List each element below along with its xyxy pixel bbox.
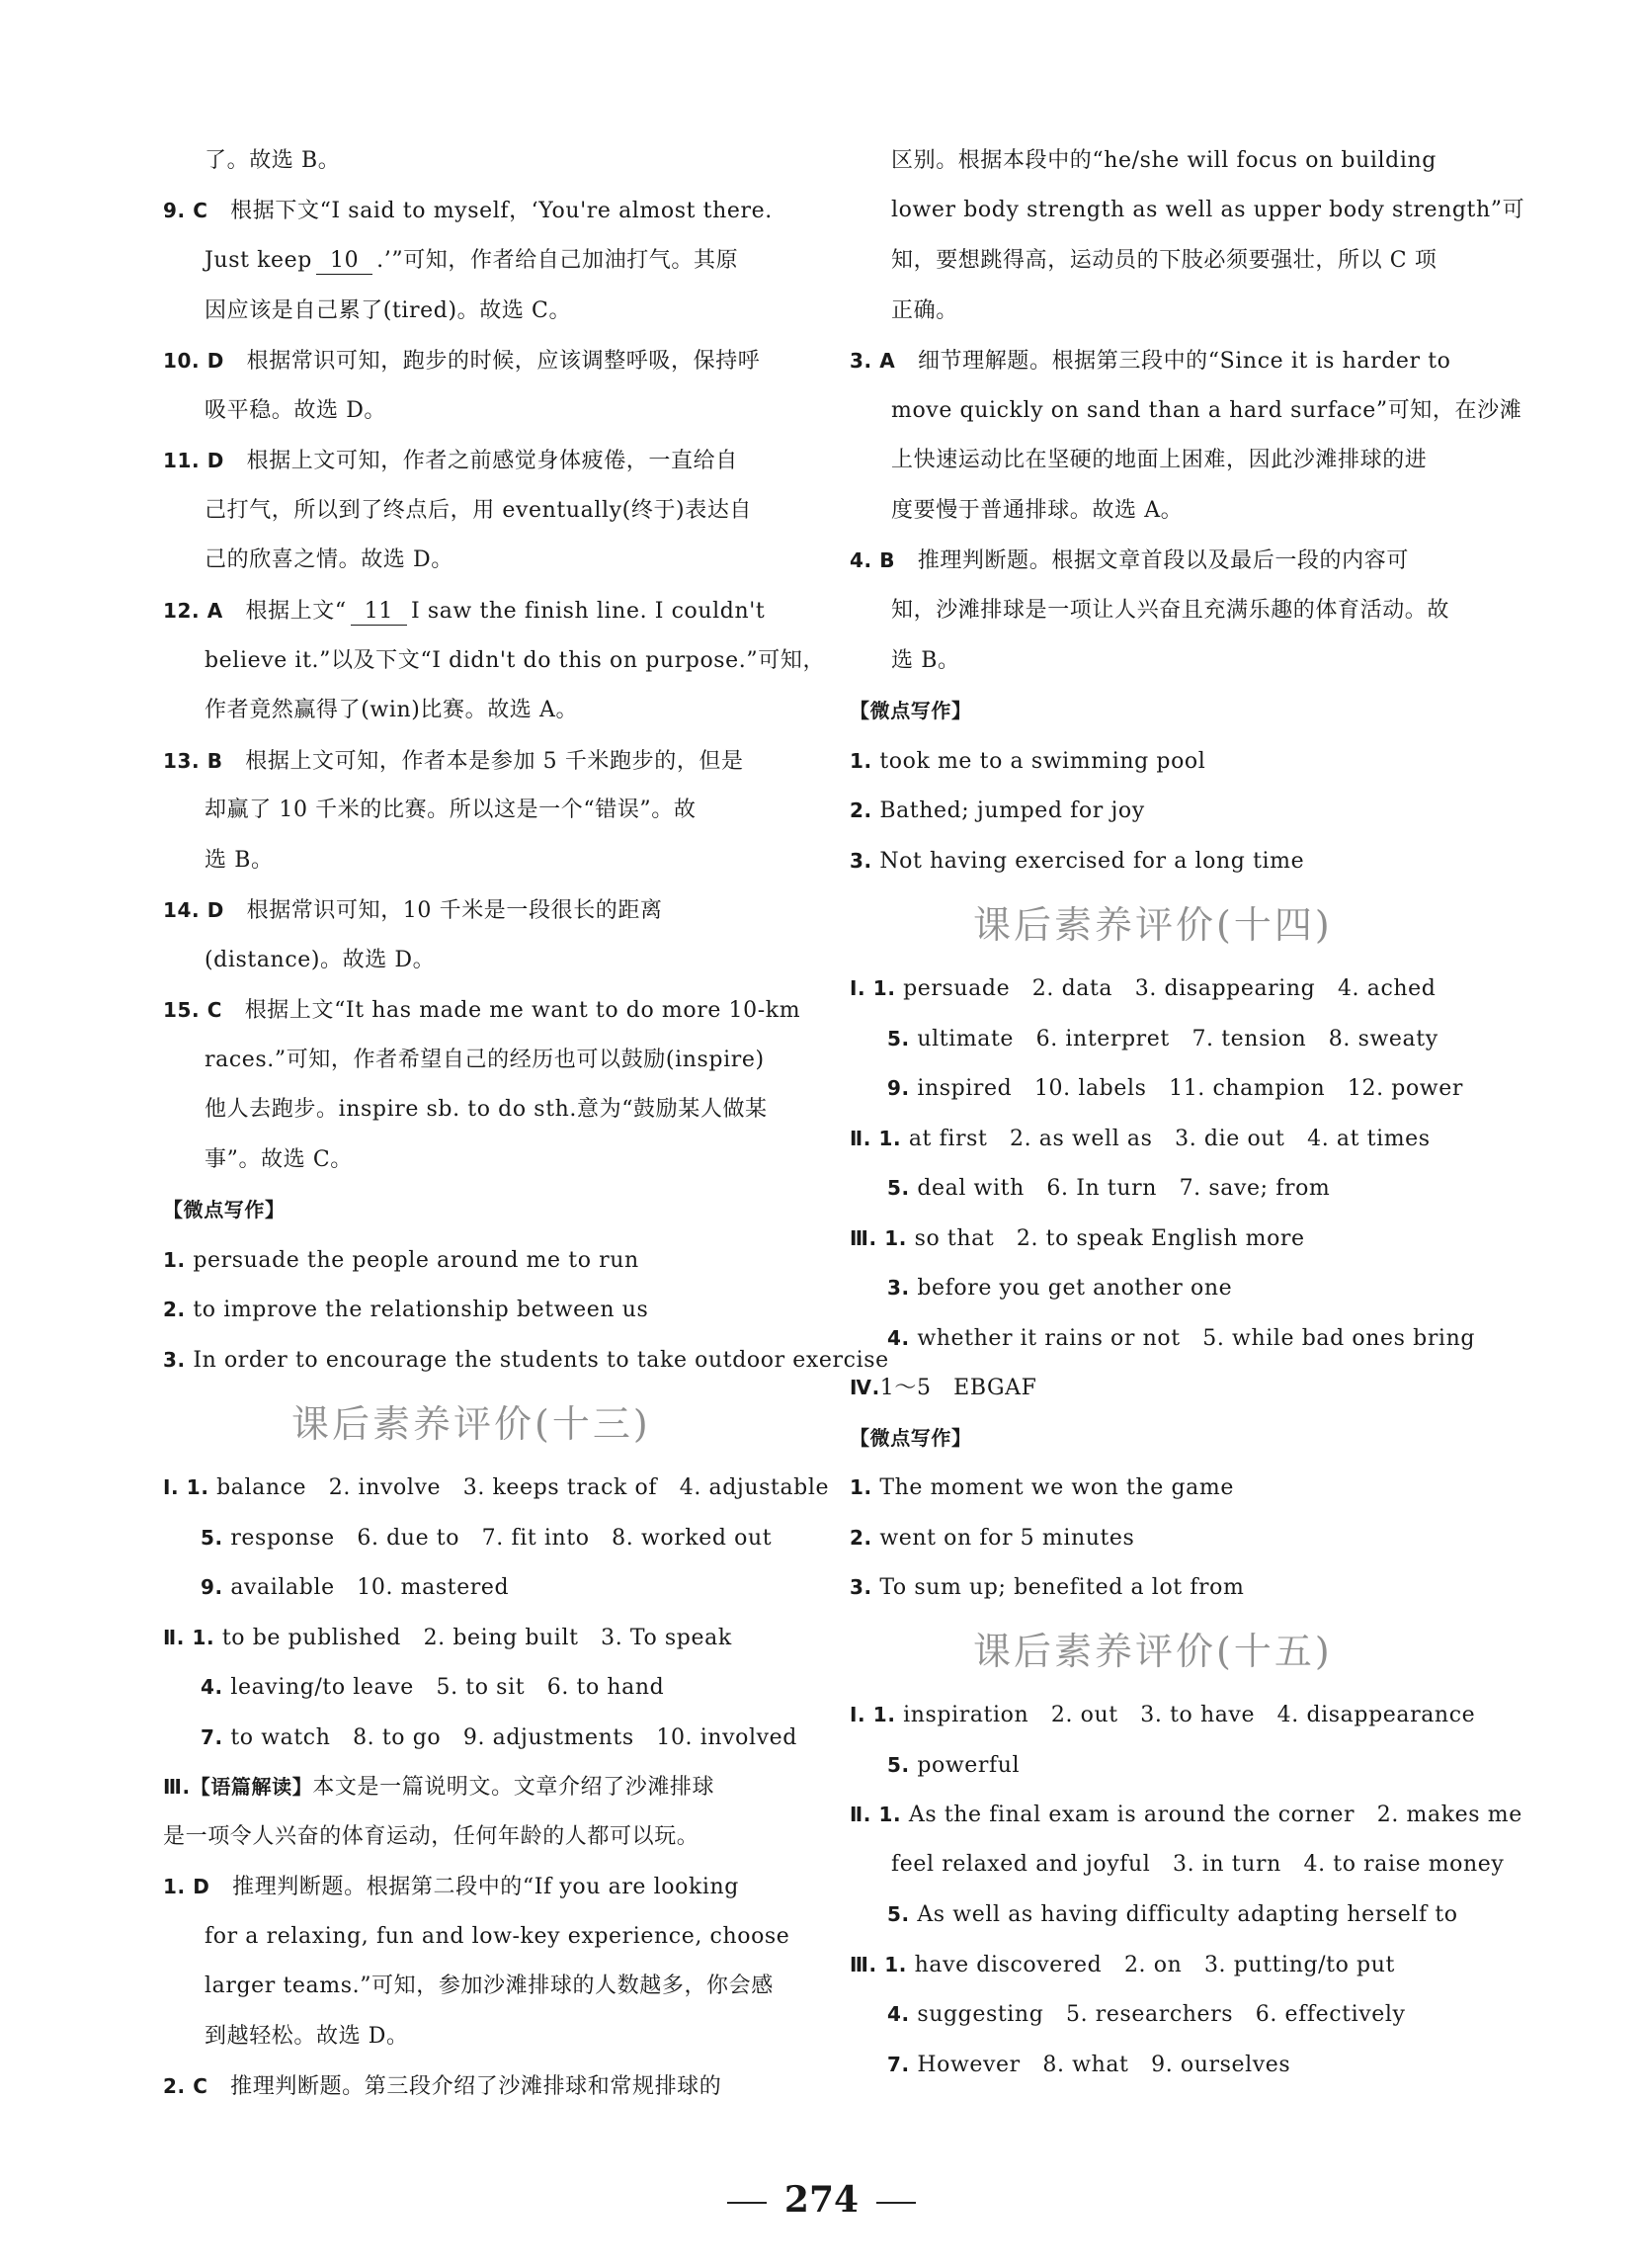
writing-1: 1. The moment we won the game: [850, 1475, 1234, 1500]
line: believe it.”以及下文“I didn't do this on purpose.”可知，: [205, 648, 826, 673]
line: 度要慢于普通排球。故选 A。: [891, 498, 1184, 523]
reading-4: 4. B 推理判断题。根据文章首段以及最后一段的内容可: [850, 548, 1409, 573]
part-3: Ⅲ. 1. have discovered 2. on 3. putting/to put: [850, 1953, 1395, 1977]
line: 己打气，所以到了终点后，用 eventually(终于)表达自: [205, 498, 753, 523]
section-label: 【微点写作】: [850, 699, 972, 722]
line: 区别。根据本段中的“he/she will focus on building: [891, 148, 1437, 173]
line: 选 B。: [205, 848, 274, 873]
line: 7. to watch 8. to go 9. adjustments 10. involved: [201, 1725, 797, 1750]
part-3: Ⅲ. 1. so that 2. to speak English more: [850, 1226, 1305, 1251]
writing-2: 2. went on for 5 minutes: [850, 1526, 1135, 1551]
line: 5. powerful: [887, 1753, 1021, 1778]
page-number: 274: [0, 2179, 1643, 2221]
line: 他人去跑步。inspire sb. to do sth.意为“鼓励某人做某: [205, 1097, 768, 1122]
line: 5. response 6. due to 7. fit into 8. worked out: [201, 1526, 773, 1551]
line: 吸平稳。故选 D。: [205, 398, 387, 423]
writing-2: 2. to improve the relationship between us: [163, 1298, 649, 1322]
answer-blank: 11: [351, 599, 407, 626]
answer-14: 14. D 根据常识可知，10 千米是一段很长的距离: [163, 898, 663, 923]
reading-1: 1. D 推理判断题。根据第二段中的“If you are looking: [163, 1875, 739, 1899]
section-label: 【微点写作】: [850, 1426, 972, 1450]
line: (distance)。故选 D。: [205, 948, 436, 972]
part-2: Ⅱ. 1. As the final exam is around the corner 2. makes me: [850, 1803, 1522, 1827]
part-2: Ⅱ. 1. to be published 2. being built 3. To speak: [163, 1626, 732, 1650]
answer-12: 12. A 根据上文“ 11 I saw the finish line. I couldn't: [163, 599, 766, 624]
line: 知，要想跳得高，运动员的下肢必须要强壮，所以 C 项: [891, 248, 1438, 273]
line: 3. before you get another one: [887, 1276, 1233, 1301]
line: for a relaxing, fun and low-key experience, choose: [205, 1924, 790, 1949]
part-1: Ⅰ. 1. persuade 2. data 3. disappearing 4. ached: [850, 976, 1437, 1001]
line: move quickly on sand than a hard surface”可知，在沙滩: [891, 398, 1522, 423]
writing-3: 3. In order to encourage the students to take outdoor exercise: [163, 1348, 889, 1373]
answer-15: 15. C 根据上文“It has made me want to do more 10-km: [163, 998, 801, 1023]
answer-9: 9. C 根据下文“I said to myself，‘You're almost there.: [163, 199, 773, 223]
line: 9. available 10. mastered: [201, 1575, 510, 1600]
reading-2: 2. C 推理判断题。第三段介绍了沙滩排球和常规排球的: [163, 2074, 722, 2099]
writing-1: 1. persuade the people around me to run: [163, 1248, 639, 1273]
line: 5. As well as having difficulty adapting herself to: [887, 1902, 1458, 1927]
line: races.”可知，作者希望自己的经历也可以鼓励(inspire): [205, 1048, 765, 1072]
line: 5. ultimate 6. interpret 7. tension 8. sweaty: [887, 1027, 1438, 1051]
writing-2: 2. Bathed; jumped for joy: [850, 798, 1145, 823]
answer-blank: 10: [316, 248, 372, 275]
line: 上快速运动比在坚硬的地面上困难，因此沙滩排球的进: [891, 448, 1428, 472]
line: larger teams.”可知，参加沙滩排球的人数越多，你会感: [205, 1974, 774, 1998]
line: 9. inspired 10. labels 11. champion 12. power: [887, 1076, 1463, 1101]
line: 到越轻松。故选 D。: [205, 2024, 409, 2049]
line: 己的欣喜之情。故选 D。: [205, 547, 453, 572]
line: 因应该是自己累了(tired)。故选 C。: [205, 298, 572, 323]
line: 选 B。: [891, 648, 960, 673]
writing-3: 3. To sum up; benefited a lot from: [850, 1575, 1245, 1600]
line: 正确。: [891, 298, 958, 323]
line: 7. However 8. what 9. ourselves: [887, 2053, 1291, 2077]
line: 是一项令人兴奋的体育运动，任何年龄的人都可以玩。: [163, 1824, 699, 1849]
line: 4. leaving/to leave 5. to sit 6. to hand: [201, 1675, 665, 1700]
line: 作者竟然赢得了(win)比赛。故选 A。: [205, 698, 579, 722]
line: 了。故选 B。: [205, 148, 341, 173]
section-heading: 课后素养评价(十三): [291, 1402, 651, 1446]
section-heading: 课后素养评价(十四): [973, 903, 1333, 947]
line: lower body strength as well as upper body strength”可: [891, 198, 1525, 222]
writing-3: 3. Not having exercised for a long time: [850, 849, 1305, 874]
line: 5. deal with 6. In turn 7. save; from: [887, 1176, 1331, 1201]
line: feel relaxed and joyful 3. in turn 4. to raise money: [891, 1852, 1505, 1877]
section-heading: 课后素养评价(十五): [973, 1630, 1333, 1673]
line: 事”。故选 C。: [205, 1147, 353, 1172]
part-2: Ⅱ. 1. at first 2. as well as 3. die out 4. at times: [850, 1127, 1431, 1151]
answer-13: 13. B 根据上文可知，作者本是参加 5 千米跑步的，但是: [163, 749, 744, 774]
line: 4. suggesting 5. researchers 6. effectively: [887, 2002, 1406, 2027]
part-1: Ⅰ. 1. inspiration 2. out 3. to have 4. disappearance: [850, 1703, 1476, 1727]
reading-3: 3. A 细节理解题。根据第三段中的“Since it is harder to: [850, 349, 1451, 374]
line: 4. whether it rains or not 5. while bad ones bring: [887, 1326, 1476, 1351]
line: Just keep 10 .’”可知，作者给自己加油打气。其原: [205, 248, 739, 273]
part-4: Ⅳ.1～5 EBGAF: [850, 1376, 1037, 1400]
part-1: Ⅰ. 1. balance 2. involve 3. keeps track of 4. adjustable: [163, 1475, 830, 1500]
line: 却赢了 10 千米的比赛。所以这是一个“错误”。故: [205, 798, 697, 822]
dash-left: [727, 2202, 767, 2204]
section-label: 【微点写作】: [163, 1198, 286, 1221]
writing-1: 1. took me to a swimming pool: [850, 749, 1206, 774]
line: 知，沙滩排球是一项让人兴奋且充满乐趣的体育活动。故: [891, 598, 1450, 623]
answer-11: 11. D 根据上文可知，作者之前感觉身体疲倦，一直给自: [163, 449, 738, 473]
answer-10: 10. D 根据常识可知，跑步的时候，应该调整呼吸，保持呼: [163, 349, 761, 374]
part-3: Ⅲ.【语篇解读】本文是一篇说明文。文章介绍了沙滩排球: [163, 1775, 715, 1800]
dash-right: [876, 2202, 916, 2204]
